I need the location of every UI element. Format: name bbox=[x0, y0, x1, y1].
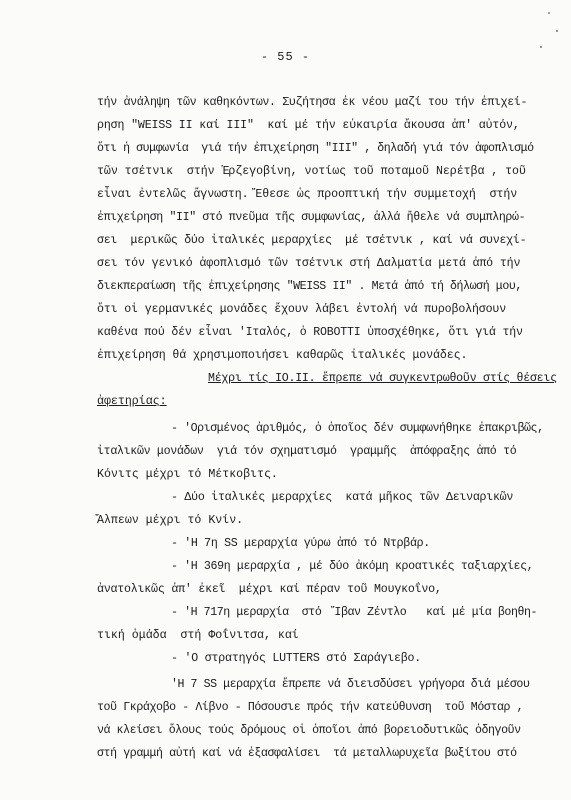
text-line: ἰταλικῶν μονάδων γιά τόν σχηματισμό γραμμῆς ἀπόφραξης ἀπό τό bbox=[97, 445, 517, 458]
text-line: διεκπεραίωση τῆς ἐπιχείρησης "WEISS II" . Μετά ἀπό τή δήλωσή μου, bbox=[97, 280, 522, 293]
text-line: τική ὁμάδα στή Φοΐνιτσα, καί bbox=[97, 629, 299, 642]
text-line: ἐπιχείρηση θά χρησιμοποιήσει καθαρῶς ἰταλικές μονάδες. bbox=[97, 349, 468, 362]
page-number: - 55 - bbox=[260, 50, 311, 64]
list-item: - 'Ορισμένος ἀριθμός, ὁ ὁποῖος δέν συμφωνήθηκε ἐπακριβῶς, bbox=[171, 422, 544, 435]
list-item: - 'Η 7η SS μεραρχία γύρω ἀπό τό Ντρβάρ. bbox=[171, 537, 430, 550]
list-item: - Δύο ἰταλικές μεραρχίες κατά μῆκος τῶν Δειναρικῶν bbox=[171, 491, 514, 504]
text-line: ὅτι οἱ γερμανικές μονάδες ἔχουν λάβει ἐντολή νά πυροβολήσουν bbox=[97, 303, 507, 316]
text-line: ἀνατολικῶς ἀπ' ἐκεῖ μέχρι καί πέραν τοῦ Μουγκοΐνο, bbox=[97, 583, 442, 596]
text-line: καθένα πού δέν εἶναι 'Ιταλός, ὁ ROBOTTI ὑποσχέθηκε, ὅτι γιά τήν bbox=[97, 326, 523, 339]
list-item: - 'Η 717η μεραρχία στό Ἴβαν Ζέντλο καί μέ μία βοηθη- bbox=[171, 606, 538, 619]
text-line: τήν ἀνάληψη τῶν καθηκόντων. Συζήτησα ἐκ νέου μαζί του τήν ἐπιχεί- bbox=[97, 96, 528, 109]
section-heading-cont: ἀφετηρίας: bbox=[97, 395, 167, 408]
text-line: ρηση "WEISS II καί III" καί μέ τήν εὐκαιρία ἄκουσα ἀπ' αὐτόν, bbox=[97, 119, 520, 132]
list-item: - 'Η 369η μεραρχία , μέ δύο ἀκόμη κροατικές ταξιαρχίες, bbox=[171, 560, 534, 573]
list-item: - 'Ο στρατηγός LUTTERS στό Σαράγιεβο. bbox=[171, 652, 422, 665]
text-line: Κόνιτς μέχρι τό Μέτκοβιτς. bbox=[97, 468, 278, 481]
text-line: 'Η 7 SS μεραρχία ἔπρεπε νά διεισδύσει γρήγορα διά μέσου bbox=[171, 678, 530, 691]
text-line: ἐπιχείρηση "II" στό πνεῦμα τῆς συμφωνίας, ἀλλά ἤθελε νά συμπληρώ- bbox=[97, 211, 526, 224]
text-line: νά κλείσει ὅλους τούς δρόμους οἱ ὁποῖοι ἀπό βορειοδυτικῶς ὁδηγοῦν bbox=[97, 724, 521, 737]
text-line: ὅτι ἡ συμφωνία γιά τήν ἐπιχείρηση "III" , δηλαδή γιά τόν ἀφοπλισμό bbox=[97, 142, 534, 155]
section-heading: Μέχρι τίς IO.II. ἔπρεπε νά συγκεντρωθοῦν στίς θέσεις bbox=[208, 372, 557, 385]
text-line: Ἄλπεων μέχρι τό Κνίν. bbox=[97, 514, 244, 527]
text-line: τῶν τσέτνικ στήν Ἑρζεγοβίνη, νοτίως τοῦ ποταμοῦ Νερέτβα , τοῦ bbox=[97, 165, 526, 178]
scan-speck bbox=[540, 46, 542, 48]
text-line: σει τόν γενικό ἀφοπλισμό τῶν τσέτνικ στή Δαλματία μετά ἀπό τήν bbox=[97, 257, 521, 270]
text-line: σει μερικῶς δύο ἰταλικές μεραρχίες μέ τσέτνικ , καί νά συνεχί- bbox=[97, 234, 527, 247]
scan-speck bbox=[556, 30, 558, 32]
text-line: στή γραμμή αὐτή καί νά ἐξασφαλίσει τά μεταλλωρυχεῖα βωξίτου στό bbox=[97, 747, 517, 760]
text-line: εἶναι ἐντελῶς ἄγνωστη. Ἔθεσε ὡς προοπτική τήν συμμετοχή στήν bbox=[97, 188, 518, 201]
text-line: τοῦ Γκράχοβο - Λίβνο - Πόσουσιε πρός τήν κατεύθυνση τοῦ Μόσταρ , bbox=[97, 701, 524, 714]
scan-speck bbox=[548, 12, 550, 14]
